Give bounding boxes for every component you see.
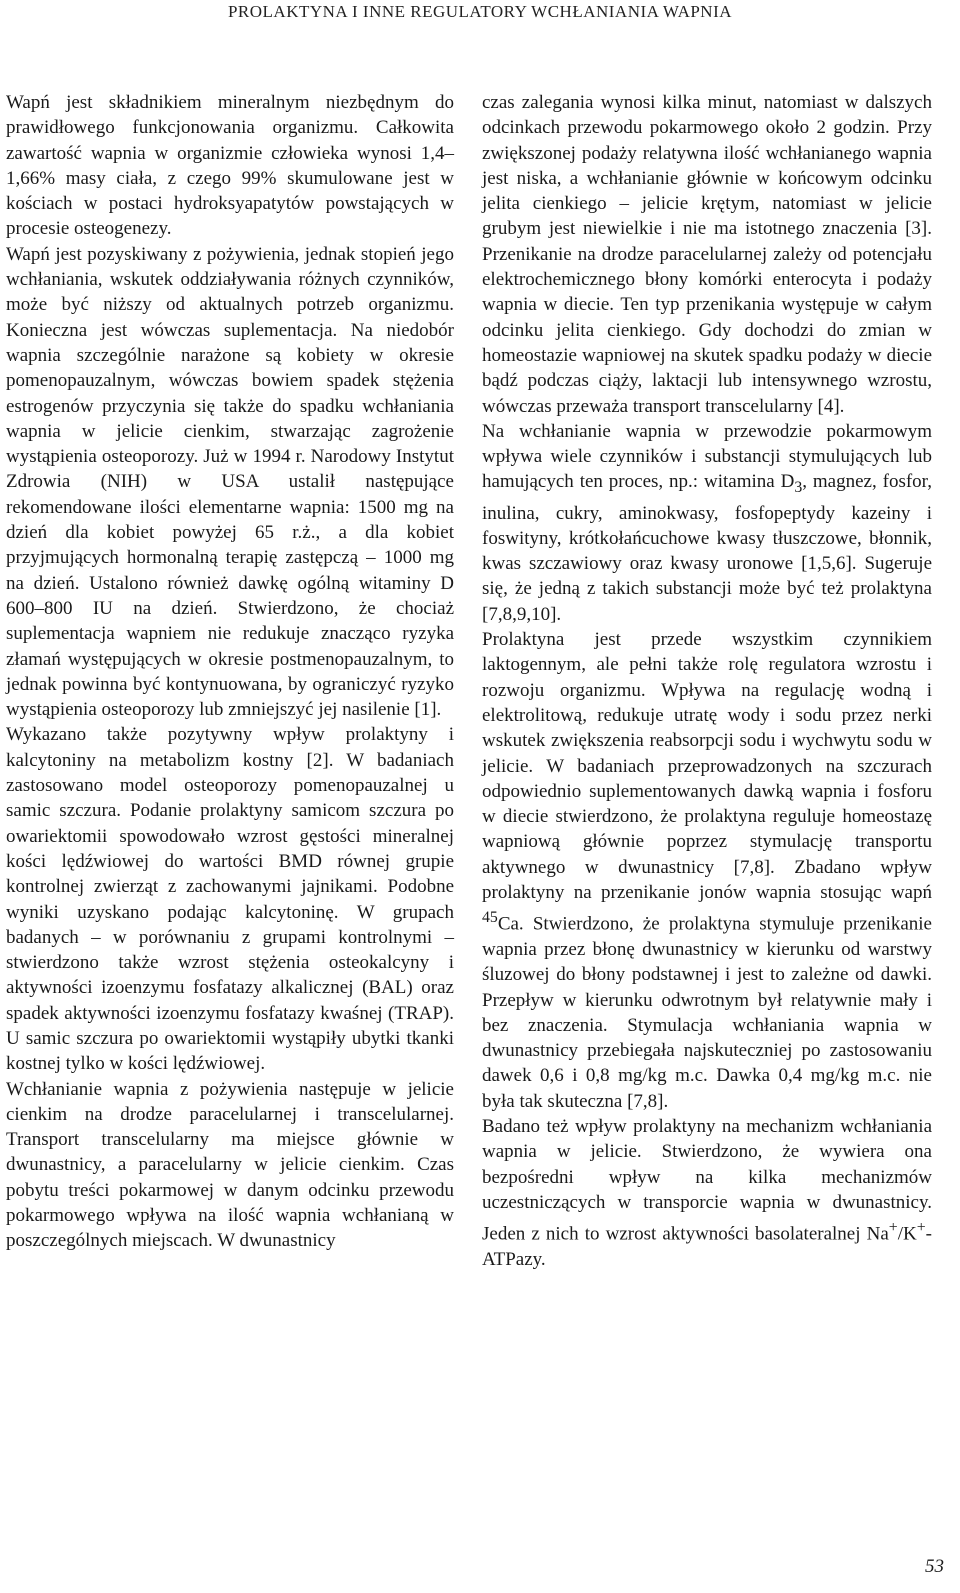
paragraph-transit-time: czas zalegania wynosi kilka minut, natomiast w dalszych odcinkach przewodu pokarmowego około 2 godzin. Przy zwiększonej podaży relatywna ilość wchłanianego wapnia jest niska, a wchłanianie głównie w końcowym odcinku jelita cienkiego – jelicie krętym, natomiast w jelicie grubym jest niewielkie i nie ma istotnego znaczenia [3]. Przenikanie na drodze paracelularnej zależy od potencjału elektrochemicznego błony komórki enterocyta i podaży wapnia w diecie. Ten typ przenikania występuje w całym odcinku jelita cienkiego. Gdy dochodzi do zmian w homeostazie wapniowej na skutek spadku podaży w diecie bądź podczas ciąży, laktacji lub intensywnego wzrostu, wówczas przeważa transport transcelularny [4]. [482,92,932,417]
text-run: /K [897,1223,917,1245]
text-run: Badano też wpływ prolaktyny na mechanizm wchłaniania wapnia w jelicie. Stwierdzono, że wywiera ona bezpośredni wpływ na kilka mechanizmów uczestniczących w transporcie wapnia w dwunastnicy. Jeden z nich to wzrost aktywności basolateralnej Na [482,1116,932,1245]
paragraph-calcium-intro: Wapń jest składnikiem mineralnym niezbędnym do prawidłowego funkcjonowania organizmu. Całkowita zawartość wapnia w organizmie człowieka wynosi 1,4–1,66% masy ciała, z czego 99% skumulowane jest w kościach w postaci hydroksyapatytów powstających w procesie osteogenezy. [6,92,454,240]
text-run: Prolaktyna jest przede wszystkim czynnikiem laktogennym, ale pełni także rolę regulatora wzrostu i rozwoju organizmu. Wpływa na regulację wodną i elektrolitową, redukuje utratę wody i sodu przez nerki wskutek zwiększenia reabsorpcji sodu i wychwytu sodu w jelicie. W badaniach przeprowadzonych na szczurach odpowiednio suplementowanych dawką wapnia i fosforu w diecie stwierdzono, że prolaktyna reguluje homeostazę wapniową głównie poprzez stymulację transportu aktywnego w dwunastnicy [7,8]. Zbadano wpływ prolaktyny na przenikanie jonów wapnia stosując wapń [482,629,932,903]
running-title: PROLAKTYNA I INNE REGULATORY WCHŁANIANIA WAPNIA [227,2,733,21]
left-column [6,90,454,1254]
paragraph-supplementation: Wapń jest pozyskiwany z pożywienia, jednak stopień jego wchłaniania, wskutek oddziaływania różnych czynników, może być niższy od aktualnych potrzeb organizmu. Konieczna jest wówczas suplementacja. Na niedobór wapnia szczególnie narażone są kobiety w okresie pomenopauzalnym, wówczas bowiem spadek stężenia estrogenów przyczynia się także do spadku wchłaniania wapnia w jelicie cienkim, stwarzając zagrożenie wystąpienia osteoporozy. Już w 1994 r. Narodowy Instytut Zdrowia (NIH) w USA ustalił następujące rekomendowane ilości elementarne wapnia: 1500 mg na dzień dla kobiet powyżej 65 r.ż., a dla kobiet przyjmujących hormonalną terapię zastępczą – 1000 mg na dzień. Ustalono również dawkę ogólną witaminy D 600–800 IU na dzień. Stwierdzono, że chociaż suplementacja wapniem nie redukuje znacząco ryzyka złamań występujących w okresie postmenopauzalnym, to jednak powinna być kontynuowana, by ograniczyć ryzyko wystąpienia osteoporozy lub zmniejszyć jej nasilenie [1]. [6,243,454,721]
page-number: 53 [925,1556,944,1577]
superscript: + [916,1219,926,1237]
text-run: Ca. Stwierdzono, że prolaktyna stymuluje przenikanie wapnia przez błonę dwunastnicy w kierunku od warstwy śluzowej do błony podstawnej i jest to zależne od dawki. Przepływ w kierunku odwrotnym był relatywnie mały i bez znaczenia. Stymulacja wchłaniania wapnia w dwunastnicy przebiegała najskuteczniej po zastosowaniu dawek 0,6 i 0,8 mg/kg m.c. Dawka 0,4 mg/kg m.c. nie była tak skuteczna [7,8]. [482,913,932,1112]
subscript: 3 [794,479,803,497]
paragraph-factors [482,419,932,627]
superscript: + [888,1219,898,1237]
paragraph-prolactin-bone: Wykazano także pozytywny wpływ prolaktyny i kalcytoniny na metabolizm kostny [2]. W badaniach zastosowano model osteoporozy pomenopauzalnej u samic szczura. Podanie prolaktyny samicom szczura po owariektomii spowodowało wzrost gęstości mineralnej kości lędźwiowej do wartości BMD równej grupie kontrolnej zwierząt z zachowanymi jajnikami. Podobne wyniki uzyskano podając kalcytoninę. W grupach badanych – w porównaniu z grupami kontrolnymi – stwierdzono także wzrost stężenia osteokalcyny i aktywności izoenzymu fosfatazy alkalicznej (BAL) oraz spadek aktywności izoenzymu fosfatazy kwaśnej (TRAP). U samic szczura po owariektomii wystąpiły ubytki tkanki kostnej tylko w kości lędźwiowej. [6,724,454,1075]
text-run: , magnez, fosfor, inulina, cukry, aminokwasy, fosfopeptydy kazeiny i foswityny, krótkołańcuchowe kwasy tłuszczowe, błonnik, kwas szczawiowy oraz kwasy uronowe [1,5,6]. Sugeruje się, że jedną z takich substancji może być też prolaktyna [7,8,9,10]. [482,471,932,625]
text-run: Na wchłanianie wapnia w przewodzie pokarmowym wpływa wiele czynników i substancji stymulujących lub hamujących ten proces, np.: witamina D [482,420,932,493]
paragraph-absorption: Wchłanianie wapnia z pożywienia następuje w jelicie cienkim na drodze paracelularnej i transcelularnej. Transport transcelularny ma miejsce głównie w dwunastnicy, a paracelularny w jelicie cienkim. Czas pobytu treści pokarmowej w danym odcinku przewodu pokarmowego wpływa na ilość wapnia wchłanianą w poszczególnych miejscach. W dwunastnicy [6,1078,454,1252]
paragraph-mechanism [482,1114,932,1272]
superscript: 45 [482,909,498,927]
right-column [482,90,932,1272]
text-run: -ATPazy. [482,1223,932,1270]
paragraph-prolactin-role [482,627,932,1114]
